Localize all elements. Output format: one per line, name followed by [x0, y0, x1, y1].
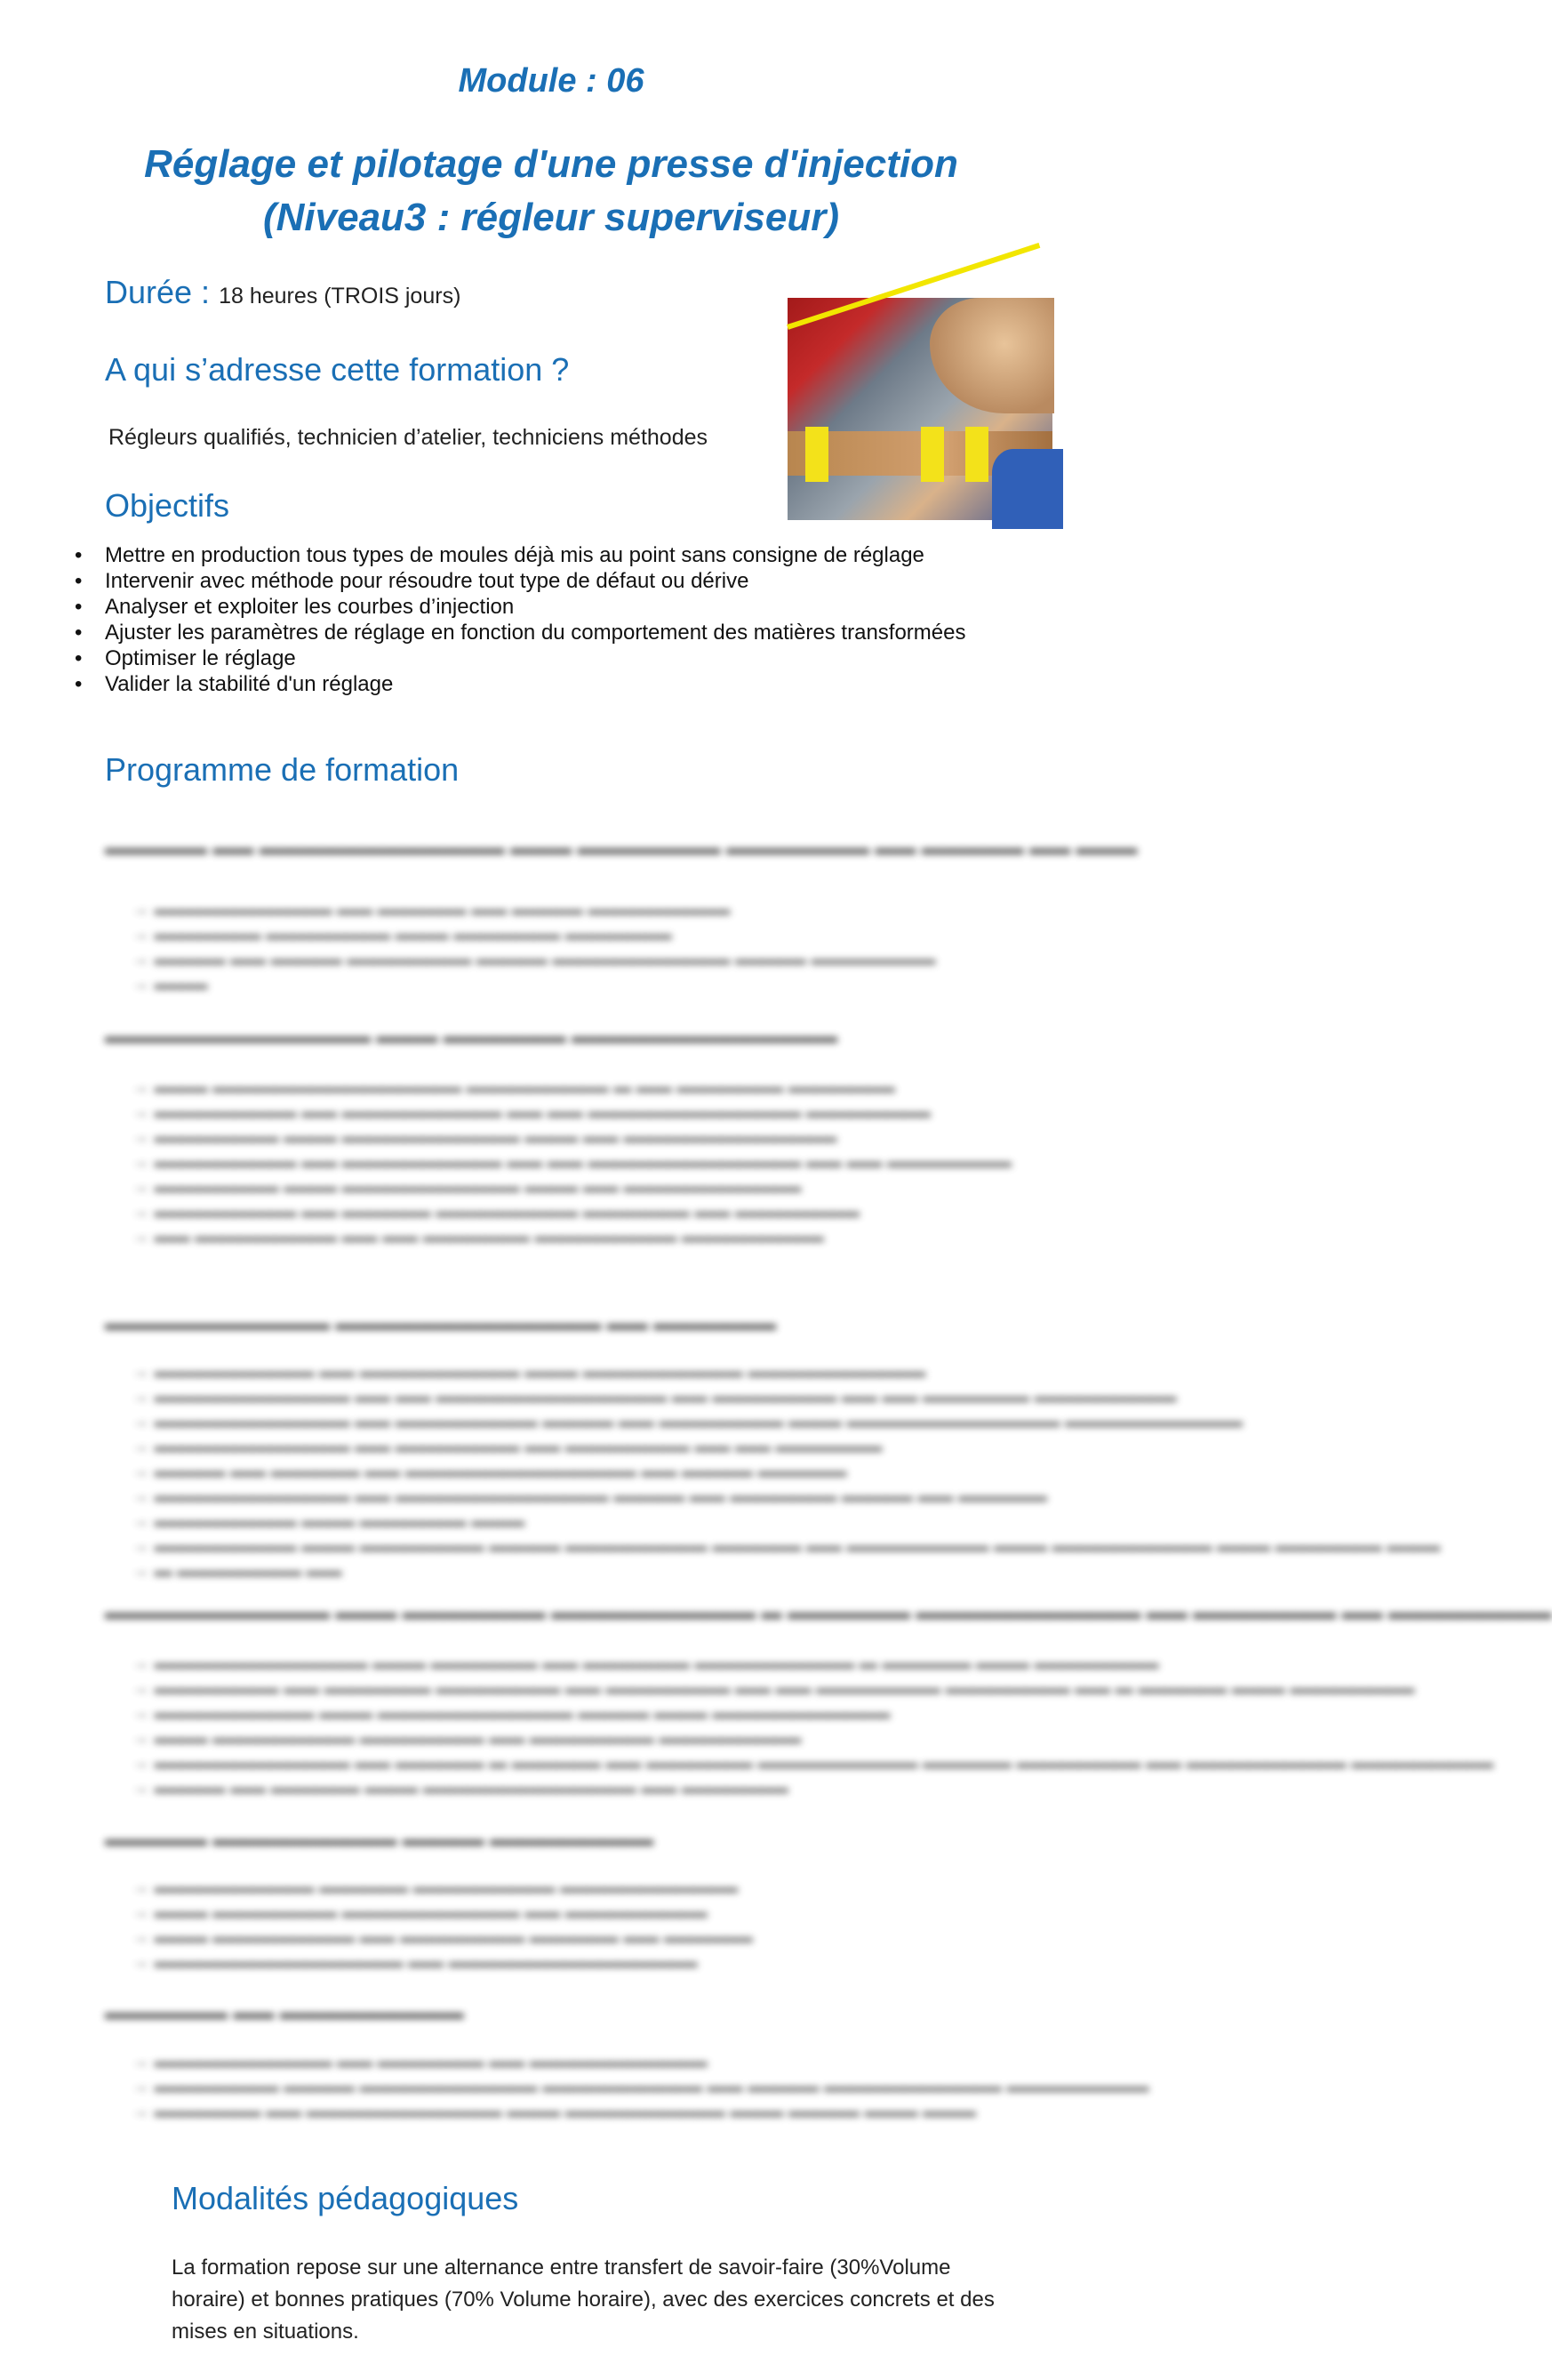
list-item: • Valider la stabilité d'un réglage: [105, 671, 994, 697]
programme-heading: Programme de formation: [105, 751, 460, 788]
list-item: • Ajuster les paramètres de réglage en fonction du comportement des matières transformées: [105, 620, 994, 645]
module-title: Module : 06: [458, 62, 644, 100]
list-item: • Intervenir avec méthode pour résoudre tout type de défaut ou dérive: [105, 568, 994, 594]
list-item: • Optimiser le réglage: [105, 645, 994, 671]
title-line-2: (Niveau3 : régleur superviseur): [262, 196, 839, 239]
audience-text: Régleurs qualifiés, technicien d’atelier, techniciens méthodes: [108, 425, 708, 450]
audience-heading: A qui s’adresse cette formation ?: [105, 351, 570, 388]
duration-value: 18 heures (TROIS jours): [219, 284, 461, 309]
modalites-text: La formation repose sur une alternance entre transfert de savoir-faire (30%Volume horaire) et bonnes pratiques (70% Volume horaire), avec des exercices concrets et des mises en situations.: [172, 2256, 995, 2344]
blurred-section-heading: ▬▬▬▬▬ ▬▬ ▬▬▬▬▬▬▬▬▬▬▬▬ ▬▬▬ ▬▬▬▬▬▬▬ ▬▬▬▬▬▬▬ ▬▬ ▬▬▬▬▬ ▬▬ ▬▬▬: [105, 836, 1138, 859]
duration: [105, 274, 460, 311]
objectives-heading: Objectifs: [105, 487, 230, 524]
page-title: [0, 138, 1102, 244]
operator-photo: [788, 298, 1052, 520]
duration-label: Durée :: [105, 274, 211, 310]
list-item: • Analyser et exploiter les courbes d’injection: [105, 594, 994, 620]
objectives-list: [105, 542, 994, 697]
list-item: • Mettre en production tous types de moules déjà mis au point sans consigne de réglage: [105, 542, 994, 568]
blurred-programme-content: ▬▬▬▬▬ ▬▬ ▬▬▬▬▬▬▬▬▬▬▬▬ ▬▬▬ ▬▬▬▬▬▬▬ ▬▬▬▬▬▬▬ ▬▬ ▬▬▬▬▬ ▬▬ ▬▬▬ → ▬▬▬▬▬▬▬▬▬▬ ▬▬ ▬▬▬▬▬ ▬▬ ▬▬▬▬ ▬▬▬▬▬▬▬▬ → ▬▬▬▬▬▬ ▬▬▬▬▬▬▬ ▬▬▬ ▬▬▬▬▬▬ ▬▬▬▬▬▬ → ▬▬▬▬ ▬▬ ▬▬▬▬ ▬▬▬▬▬▬▬ ▬▬▬▬ ▬▬▬▬▬▬▬▬▬▬ ▬▬▬▬ ▬▬▬▬▬▬▬ → ▬▬▬ ▬▬▬▬▬▬▬▬▬▬▬▬▬ ▬▬▬ ▬▬▬▬▬▬ ▬▬▬▬▬▬▬▬▬▬▬▬▬ → ▬▬▬ ▬▬▬▬▬▬▬▬▬▬▬▬▬▬ ▬▬▬▬▬▬▬▬ ▬ ▬▬ ▬▬▬▬▬▬ ▬▬▬▬▬▬ → ▬▬▬▬▬▬▬▬ ▬▬ ▬▬▬▬▬▬▬▬▬ ▬▬ ▬▬ ▬▬▬▬▬▬▬▬▬▬▬▬ ▬▬▬▬▬▬▬ → ▬▬▬▬▬▬▬ ▬▬▬ ▬▬▬▬▬▬▬▬▬▬ ▬▬▬ ▬▬ ▬▬▬▬▬▬▬▬▬▬▬▬ → ▬▬▬▬▬▬▬▬ ▬▬ ▬▬▬▬▬▬▬▬▬ ▬▬ ▬▬ ▬▬▬▬▬▬▬▬▬▬▬▬ ▬▬ ▬▬ ▬▬▬▬▬▬▬ → ▬▬▬▬▬▬▬ ▬▬▬ ▬▬▬▬▬▬▬▬▬▬ ▬▬▬ ▬▬ ▬▬▬▬▬▬▬▬▬▬ → ▬▬▬▬▬▬▬▬ ▬▬ ▬▬▬▬▬ ▬▬▬▬▬▬▬▬ ▬▬▬▬▬▬ ▬▬ ▬▬▬▬▬▬▬ → ▬▬ ▬▬▬▬▬▬▬▬ ▬▬ ▬▬ ▬▬▬▬▬▬ ▬▬▬▬▬▬▬▬ ▬▬▬▬▬▬▬▬ ▬▬▬▬▬▬▬▬▬▬▬ ▬▬▬▬▬▬▬▬▬▬▬▬▬ ▬▬ ▬▬▬▬▬▬ → ▬▬▬▬▬▬▬▬▬ ▬▬ ▬▬▬▬▬▬▬▬▬ ▬▬▬ ▬▬▬▬▬▬▬▬▬ ▬▬▬▬▬▬▬▬▬▬ → ▬▬▬▬▬▬▬▬▬▬▬ ▬▬ ▬▬ ▬▬▬▬▬▬▬▬▬▬▬▬▬ ▬▬ ▬▬▬▬▬▬▬ ▬▬ ▬▬ ▬▬▬▬▬▬ ▬▬▬▬▬▬▬▬ → ▬▬▬▬▬▬▬▬▬▬▬ ▬▬ ▬▬▬▬▬▬▬▬ ▬▬▬▬ ▬▬ ▬▬▬▬▬▬▬ ▬▬▬ ▬▬▬▬▬▬▬▬▬▬▬▬ ▬▬▬▬▬▬▬▬▬▬ → ▬▬▬▬▬▬▬▬▬▬▬ ▬▬ ▬▬▬▬▬▬▬ ▬▬ ▬▬▬▬▬▬▬ ▬▬ ▬▬ ▬▬▬▬▬▬ → ▬▬▬▬ ▬▬ ▬▬▬▬▬ ▬▬ ▬▬▬▬▬▬▬▬▬▬▬▬▬ ▬▬ ▬▬▬▬ ▬▬▬▬▬ → ▬▬▬▬▬▬▬▬▬▬▬ ▬▬ ▬▬▬▬▬▬▬▬▬▬▬▬ ▬▬▬▬ ▬▬ ▬▬▬▬▬▬ ▬▬▬▬ ▬▬ ▬▬▬▬▬ → ▬▬▬▬▬▬▬▬ ▬▬▬ ▬▬▬▬▬▬ ▬▬▬ → ▬▬▬▬▬▬▬▬ ▬▬▬ ▬▬▬▬▬▬▬ ▬▬▬▬ ▬▬▬▬▬▬▬▬ ▬▬▬▬▬ ▬▬ ▬▬▬▬▬▬▬▬ ▬▬▬ ▬▬▬▬▬▬▬▬▬ ▬▬▬ ▬▬▬▬▬▬ ▬▬▬ → ▬ ▬▬▬▬▬▬▬ ▬▬ ▬▬▬▬▬▬▬▬▬▬▬ ▬▬▬ ▬▬▬▬▬▬▬ ▬▬▬▬▬▬▬▬▬▬ ▬ ▬▬▬▬▬▬ ▬▬▬▬▬▬▬▬▬▬▬ ▬▬ ▬▬▬▬▬▬▬ ▬▬ ▬▬▬▬▬▬▬▬ → ▬▬▬▬▬▬▬▬▬▬▬▬ ▬▬▬ ▬▬▬▬▬▬ ▬▬ ▬▬▬▬▬▬ ▬▬▬▬▬▬▬▬▬ ▬ ▬▬▬▬▬ ▬▬▬ ▬▬▬▬▬▬▬ → ▬▬▬▬▬▬▬ ▬▬ ▬▬▬▬▬▬ ▬▬▬▬▬▬▬ ▬▬ ▬▬▬▬▬▬▬ ▬▬ ▬▬ ▬▬▬▬▬▬▬ ▬▬▬▬▬▬▬ ▬▬ ▬ ▬▬▬▬▬ ▬▬▬ ▬▬▬▬▬▬▬ → ▬▬▬▬▬▬▬▬▬ ▬▬▬ ▬▬▬▬▬▬▬▬▬▬▬ ▬▬▬▬ ▬▬▬ ▬▬▬▬▬▬▬▬▬▬ → ▬▬▬ ▬▬▬▬▬▬▬▬ ▬▬▬▬▬▬▬ ▬▬ ▬▬▬▬▬▬▬ ▬▬▬▬▬▬▬▬ → ▬▬▬▬▬▬▬▬▬▬▬ ▬▬ ▬▬▬▬▬ ▬ ▬▬▬▬▬ ▬▬ ▬▬▬▬▬▬ ▬▬▬▬▬▬▬▬▬ ▬▬▬▬▬ ▬▬▬▬▬▬▬ ▬▬ ▬▬▬▬▬▬▬▬▬ ▬▬▬▬▬▬▬▬ → ▬▬▬▬ ▬▬ ▬▬▬▬▬ ▬▬▬ ▬▬▬▬▬▬▬▬▬▬▬▬ ▬▬ ▬▬▬▬▬▬ ▬▬▬▬▬ ▬▬▬▬▬▬▬▬▬ ▬▬▬▬ ▬▬▬▬▬▬▬▬ → ▬▬▬▬▬▬▬▬▬ ▬▬▬▬▬ ▬▬▬▬▬▬▬▬ ▬▬▬▬▬▬▬▬▬▬ → ▬▬▬ ▬▬▬▬▬▬▬ ▬▬▬▬▬▬▬▬▬▬ ▬▬ ▬▬▬▬▬▬▬▬ → ▬▬▬ ▬▬▬▬▬▬▬▬ ▬▬ ▬▬▬▬▬▬▬ ▬▬▬▬▬ ▬▬ ▬▬▬▬▬ → ▬▬▬▬▬▬▬▬▬▬▬▬▬▬ ▬▬ ▬▬▬▬▬▬▬▬▬▬▬▬▬▬ ▬▬▬▬▬▬ ▬▬ ▬▬▬▬▬▬▬▬▬ → ▬▬▬▬▬▬▬▬▬▬ ▬▬ ▬▬▬▬▬▬ ▬▬ ▬▬▬▬▬▬▬▬▬▬ → ▬▬▬▬▬▬▬ ▬▬▬▬ ▬▬▬▬▬▬▬▬▬▬ ▬▬▬▬▬▬▬▬▬ ▬▬ ▬▬▬▬ ▬▬▬▬▬▬▬▬▬▬ ▬▬▬▬▬▬▬▬ → ▬▬▬▬▬▬ ▬▬ ▬▬▬▬▬▬▬▬▬▬▬ ▬▬▬ ▬▬▬▬▬▬▬▬▬ ▬▬▬ ▬▬▬▬ ▬▬▬ ▬▬▬: [96, 818, 1003, 2116]
modalites-heading: Modalités pédagogiques: [172, 2180, 519, 2216]
title-line-1: Réglage et pilotage d'une presse d'injection: [144, 142, 958, 186]
